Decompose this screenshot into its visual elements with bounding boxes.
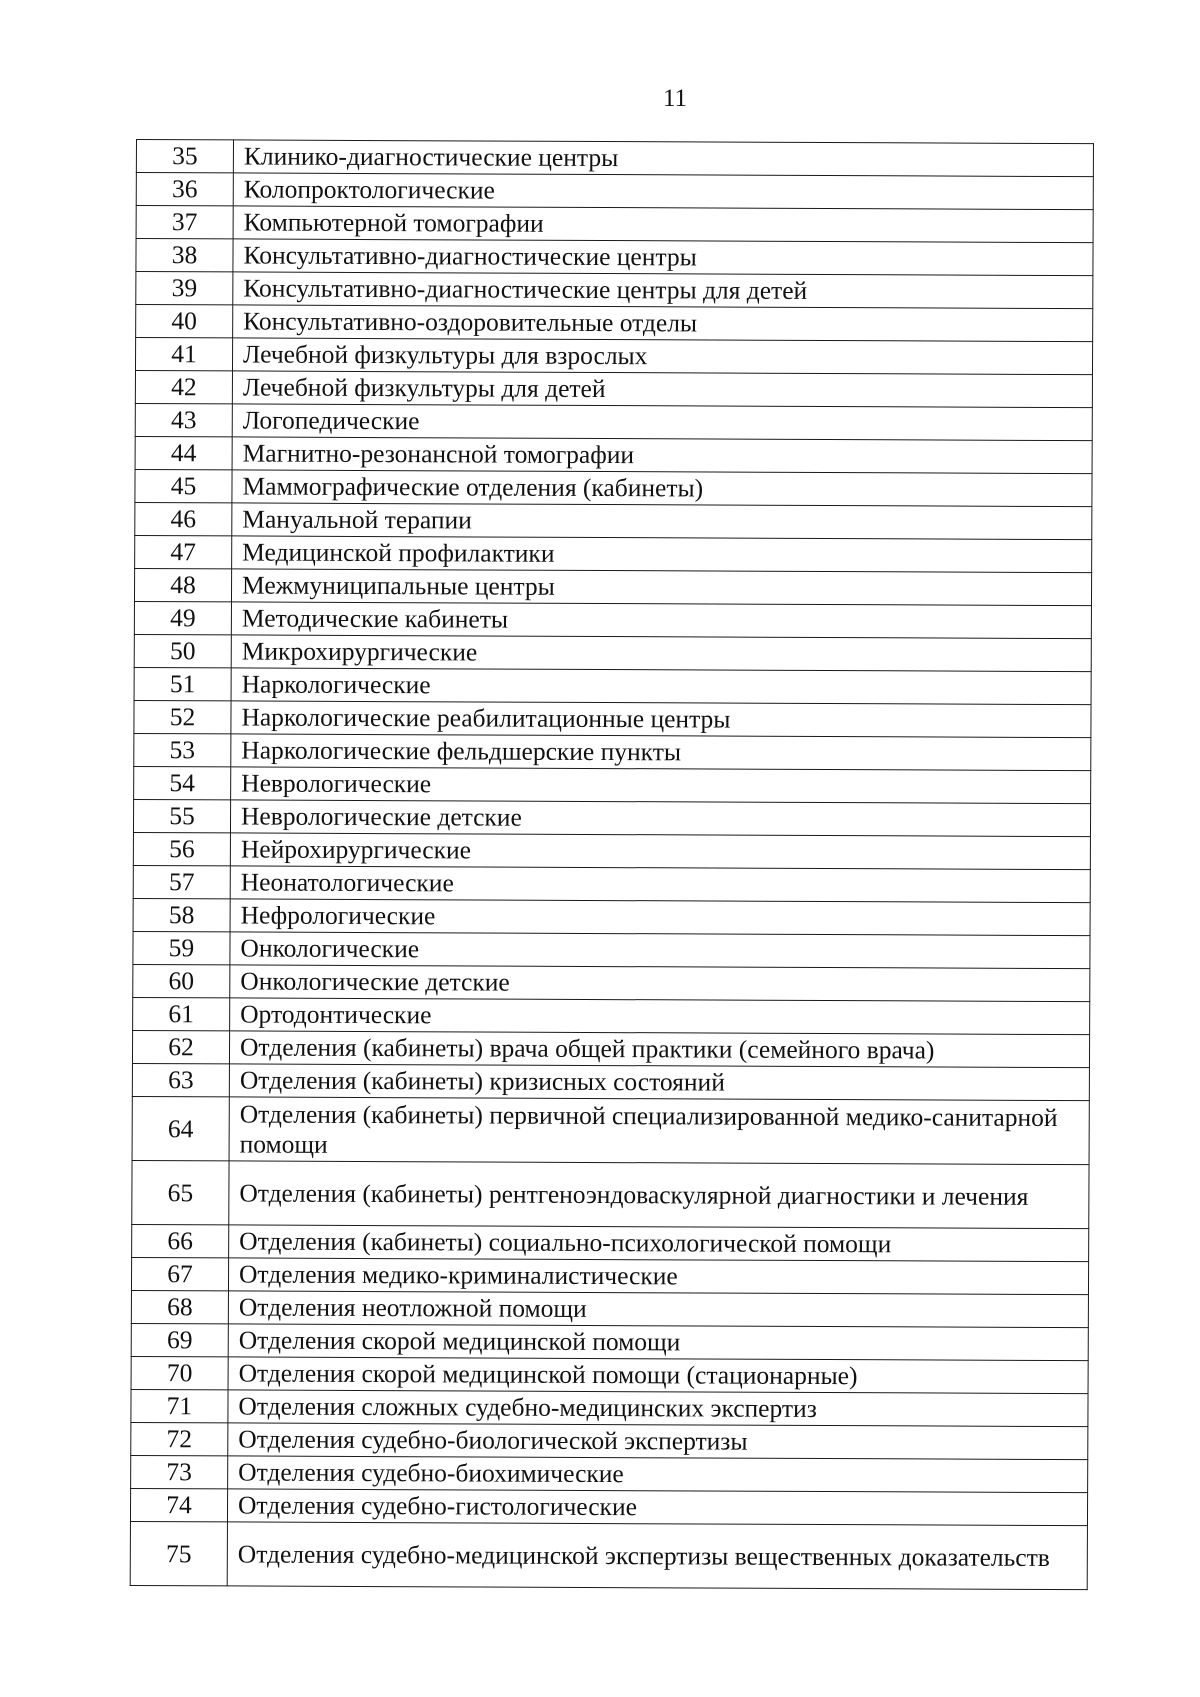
row-name: Логопедические [232,404,1092,441]
row-number: 40 [136,305,233,338]
table-body [130,140,1093,1590]
table-row [134,568,1091,605]
table-row [135,338,1092,375]
row-number: 75 [130,1521,227,1585]
row-number: 73 [131,1455,228,1488]
table-row [130,1521,1087,1589]
row-number: 64 [132,1096,229,1160]
row-name: Неврологические детские [230,800,1090,837]
table-row [134,700,1091,737]
row-name: Онкологические [230,932,1090,969]
table-row [133,832,1090,869]
row-name: Маммографические отделения (кабинеты) [232,470,1092,507]
row-name: Отделения скорой медицинской помощи [228,1324,1088,1361]
table-row [132,1224,1089,1261]
row-number: 44 [135,436,232,469]
page-number: 11 [662,85,688,112]
facility-list-table [130,139,1094,1590]
row-name: Отделения судебно-медицинской экспертизы вещественных доказательств [227,1522,1087,1590]
row-number: 36 [136,173,233,206]
row-number: 66 [132,1224,229,1257]
row-number: 48 [134,568,231,601]
table-row [135,436,1092,473]
table-row [136,305,1093,342]
table-row [133,799,1090,836]
row-number: 42 [135,370,232,403]
row-number: 39 [136,272,233,305]
table-row [133,964,1090,1001]
row-name: Отделения неотложной помощи [228,1291,1088,1328]
table-row [135,469,1092,506]
table-row [132,1030,1089,1067]
table-row [135,370,1092,407]
row-name: Нефрологические [230,899,1090,936]
table-row [131,1356,1088,1393]
table-row [133,865,1090,902]
table-row [133,898,1090,935]
table-row [131,1389,1088,1426]
table-row [134,601,1091,638]
row-name: Отделения (кабинеты) рентгеноэндоваскулярной диагностики и лечения [229,1161,1089,1229]
table-row [131,1323,1088,1360]
row-name: Отделения судебно-гистологические [227,1489,1087,1526]
row-number: 69 [131,1323,228,1356]
row-name: Неврологические [231,767,1091,804]
table-row [134,766,1091,803]
row-number: 41 [135,338,232,371]
row-name: Отделения (кабинеты) первичной специализированной медико-санитарной помощи [229,1097,1089,1165]
row-name: Консультативно-оздоровительные отделы [233,305,1093,342]
row-name: Лечебной физкультуры для детей [232,371,1092,408]
row-number: 58 [133,898,230,931]
row-name: Отделения скорой медицинской помощи (стационарные) [228,1357,1088,1394]
row-name: Наркологические фельдшерские пункты [231,734,1091,771]
row-number: 71 [131,1389,228,1422]
table-row [134,667,1091,704]
row-name: Клинико-диагностические центры [233,140,1093,177]
row-name: Магнитно-резонансной томографии [232,437,1092,474]
table-row [135,502,1092,539]
row-name: Отделения сложных судебно-медицинских экспертиз [228,1390,1088,1427]
row-name: Лечебной физкультуры для взрослых [232,338,1092,375]
table-row [130,1488,1087,1525]
table-row [134,634,1091,671]
table-row [136,272,1093,309]
row-number: 47 [135,535,232,568]
row-number: 65 [132,1160,229,1224]
row-number: 63 [132,1063,229,1096]
row-number: 52 [134,700,231,733]
row-number: 43 [135,403,232,436]
table-row [131,1290,1088,1327]
row-name: Отделения (кабинеты) врача общей практики (семейного врача) [229,1031,1089,1068]
table-row [132,1160,1089,1228]
row-number: 68 [131,1290,228,1323]
row-name: Консультативно-диагностические центры [233,239,1093,276]
row-name: Межмуниципальные центры [231,569,1091,606]
row-number: 72 [131,1422,228,1455]
table-row [133,997,1090,1034]
row-number: 45 [135,469,232,502]
table-row [131,1455,1088,1492]
table-row [136,239,1093,276]
table-row [135,535,1092,572]
row-name: Консультативно-диагностические центры для детей [233,272,1093,309]
row-name: Методические кабинеты [231,602,1091,639]
row-number: 53 [134,733,231,766]
table-row [136,140,1093,177]
row-number: 37 [136,206,233,239]
row-name: Отделения (кабинеты) кризисных состояний [229,1064,1089,1101]
row-number: 49 [134,601,231,634]
row-number: 56 [133,832,230,865]
row-name: Неонатологические [230,866,1090,903]
row-name: Наркологические [231,668,1091,705]
table-row [135,403,1092,440]
row-name: Мануальной терапии [232,503,1092,540]
row-number: 46 [135,502,232,535]
row-number: 67 [131,1257,228,1290]
table-row [132,1096,1089,1164]
row-name: Отделения судебно-биохимические [228,1456,1088,1493]
row-number: 60 [133,964,230,997]
row-name: Микрохирургические [231,635,1091,672]
table-row [136,206,1093,243]
table-row [131,1257,1088,1294]
table-row [136,173,1093,210]
row-name: Колопроктологические [233,173,1093,210]
row-number: 55 [133,799,230,832]
row-name: Отделения судебно-биологической экспертизы [228,1423,1088,1460]
table-row [133,931,1090,968]
row-number: 70 [131,1356,228,1389]
table-row [132,1063,1089,1100]
row-name: Онкологические детские [230,965,1090,1002]
row-name: Отделения (кабинеты) социально-психологической помощи [229,1225,1089,1262]
row-number: 35 [136,140,233,173]
row-number: 61 [133,997,230,1030]
row-number: 62 [132,1030,229,1063]
row-name: Нейрохирургические [230,833,1090,870]
row-number: 54 [134,766,231,799]
row-name: Наркологические реабилитационные центры [231,701,1091,738]
row-number: 59 [133,931,230,964]
row-number: 38 [136,239,233,272]
row-number: 50 [134,634,231,667]
row-name: Отделения медико-криминалистические [228,1258,1088,1295]
row-number: 51 [134,667,231,700]
row-name: Компьютерной томографии [233,206,1093,243]
row-name: Медицинской профилактики [232,536,1092,573]
table-row [134,733,1091,770]
row-number: 74 [130,1488,227,1521]
row-name: Ортодонтические [230,998,1090,1035]
row-number: 57 [133,865,230,898]
table-row [131,1422,1088,1459]
